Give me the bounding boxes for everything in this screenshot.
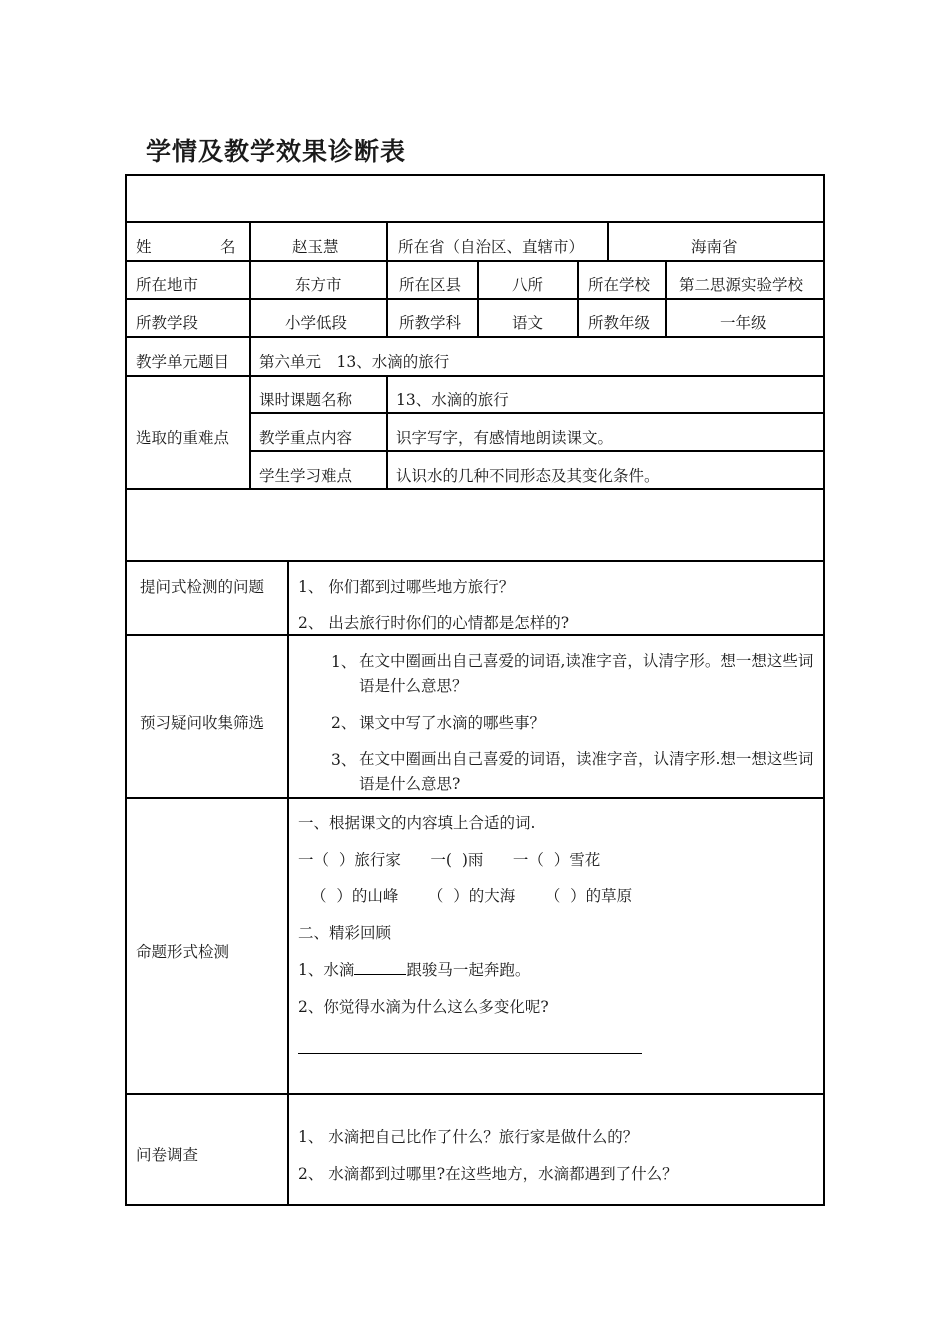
lesson-title-label: 课时课题名称 (259, 391, 353, 409)
table-border-top (125, 174, 825, 176)
preview-number: 1、 (331, 653, 357, 671)
page-title: 学情及教学效果诊断表 (146, 137, 407, 166)
table-border-left (125, 174, 127, 1205)
name-label: 姓 (136, 238, 152, 256)
subject-label: 所教学科 (399, 314, 462, 332)
test-part-heading: 一、根据课文的内容填上合适的词. (298, 814, 536, 832)
stage-label: 所教学段 (136, 314, 199, 332)
answer-blank[interactable] (354, 974, 406, 975)
row-divider (125, 797, 825, 799)
column-divider (607, 221, 609, 261)
preview-item: 在文中圈画出自己喜爱的词语，读准字音，认清字形.想一想这些词语是什么意思? (359, 750, 814, 793)
row-divider (125, 634, 825, 636)
row-divider (125, 560, 825, 562)
preview-item: 课文中写了水滴的哪些事？ (359, 714, 546, 732)
preview-number: 2、 (331, 714, 357, 732)
question-suffix: 跟骏马一起奔跑。 (406, 961, 531, 979)
row-divider (125, 260, 825, 262)
test-part-heading: 二、精彩回顾 (298, 924, 392, 942)
row-divider (125, 375, 825, 377)
fill-blank-line: 一（ ）旅行家 一( )雨 一（ ）雪花 (298, 851, 601, 869)
row-divider (249, 412, 825, 414)
survey-item: 2、 水滴都到过哪里?在这些地方，水滴都遇到了什么？ (298, 1165, 678, 1183)
row-divider (125, 298, 825, 300)
school-value: 第二思源实验学校 (679, 276, 804, 294)
key-content-label: 教学重点内容 (259, 429, 353, 447)
column-divider (249, 221, 251, 489)
city-label: 所在地市 (136, 276, 199, 294)
survey-item: 1、 水滴把自己比作了什么？旅行家是做什么的？ (298, 1128, 639, 1146)
county-value: 八所 (512, 276, 544, 294)
table-border-bottom (125, 1204, 825, 1206)
city-value: 东方市 (295, 276, 342, 294)
row-divider (125, 221, 825, 223)
province-label: 所在省（自治区、直辖市） (398, 238, 585, 256)
difficulty-label: 学生学习难点 (259, 467, 353, 485)
table-border-right (823, 174, 825, 1205)
preview-label: 预习疑问收集筛选 (140, 714, 265, 732)
difficulty-value: 认识水的几种不同形态及其变化条件。 (396, 467, 660, 485)
column-divider (477, 260, 479, 337)
grade-label: 所教年级 (588, 314, 651, 332)
focus-label: 选取的重难点 (136, 429, 230, 447)
row-divider (125, 336, 825, 338)
column-divider (665, 260, 667, 337)
fill-blank-line: （ ）的山峰 （ ）的大海 （ ）的草原 (311, 887, 633, 905)
name-value: 赵玉慧 (292, 238, 339, 256)
question-item: 2、 出去旅行时你们的心情都是怎样的? (298, 614, 570, 632)
key-content-value: 识字写字，有感情地朗读课文。 (396, 429, 614, 447)
stage-value: 小学低段 (285, 314, 348, 332)
subject-value: 语文 (512, 314, 544, 332)
survey-label: 问卷调查 (136, 1146, 199, 1164)
question-prefix: 1、水滴 (298, 961, 355, 979)
open-question: 2、你觉得水滴为什么这么多变化呢? (298, 998, 549, 1016)
column-divider (386, 221, 388, 337)
name-label: 名 (220, 238, 236, 256)
answer-line[interactable] (298, 1053, 642, 1054)
preview-number: 3、 (331, 751, 357, 769)
preview-item: 在文中圈画出自己喜爱的词语,读准字音，认清字形。想一想这些词语是什么意思？ (359, 652, 814, 695)
school-label: 所在学校 (588, 276, 651, 294)
column-divider (386, 375, 388, 489)
test-label: 命题形式检测 (136, 943, 230, 961)
province-value: 海南省 (691, 238, 738, 256)
unit-label: 教学单元题目 (136, 353, 230, 371)
column-divider (577, 260, 579, 337)
question-item: 1、 你们都到过哪些地方旅行？ (298, 578, 515, 596)
row-divider (249, 450, 825, 452)
row-divider (125, 1093, 825, 1095)
row-divider (125, 488, 825, 490)
grade-value: 一年级 (720, 314, 767, 332)
unit-value: 第六单元 13、水滴的旅行 (259, 353, 450, 371)
column-divider (287, 560, 289, 1205)
fill-blank-question (298, 963, 530, 979)
county-label: 所在区县 (399, 276, 462, 294)
lesson-title-value: 13、水滴的旅行 (396, 391, 509, 409)
questions-label: 提问式检测的问题 (140, 578, 265, 596)
